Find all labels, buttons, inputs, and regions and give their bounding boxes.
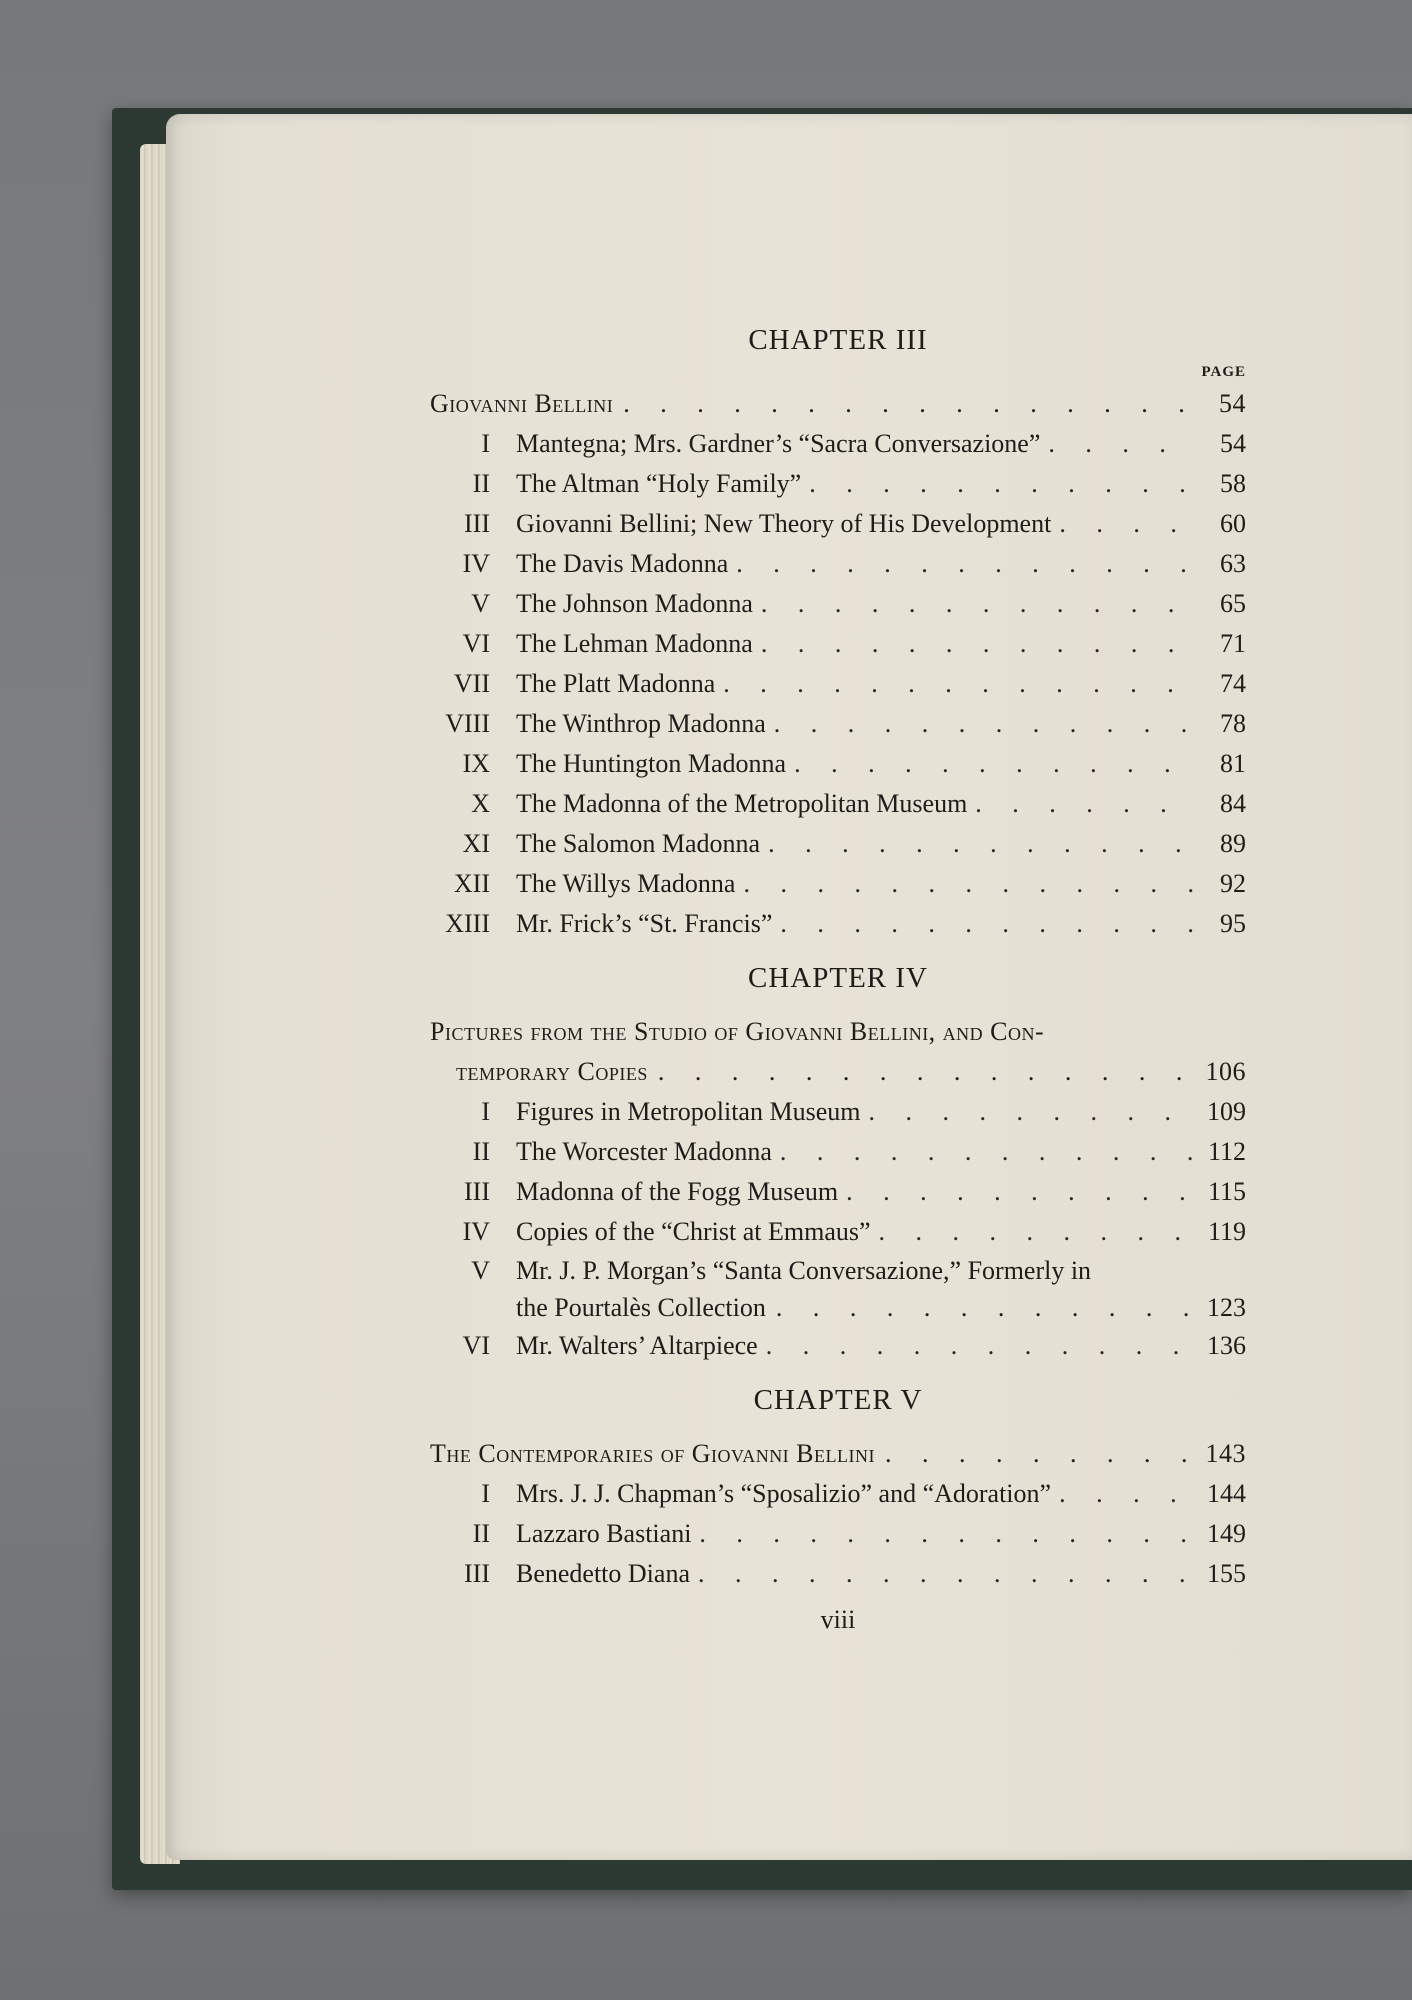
dot-leader [648,1052,1196,1092]
entry-page: 60 [1220,509,1246,538]
dot-leader [838,1172,1196,1212]
entry-page: 119 [1207,1217,1246,1246]
dot-leader [758,1326,1196,1366]
entry-title: Copies of the “Christ at Emmaus” [516,1217,871,1246]
toc-entry [430,1514,1246,1554]
dot-leader [801,464,1196,504]
toc-entry [430,1212,1246,1252]
entry-title: The Winthrop Madonna [516,709,766,738]
dot-leader [772,904,1196,944]
entry-title: The Davis Madonna [516,549,729,578]
entry-number: IX [462,749,490,778]
entry-title: Mr. Walters’ Altarpiece [516,1331,758,1360]
dot-leader [860,1092,1196,1132]
section-title-line2: temporary Copies [456,1057,648,1086]
entry-title: Mrs. J. J. Chapman’s “Sposalizio” and “Adoration” [516,1479,1052,1508]
toc-entry [430,1092,1246,1132]
chapter-4-section [430,1052,1246,1092]
entry-page: 58 [1220,469,1246,498]
entry-title-line1: Mr. J. P. Morgan’s “Santa Conversazione,” Formerly in [516,1256,1092,1285]
entry-title: The Johnson Madonna [516,589,753,618]
dot-leader [772,1132,1196,1172]
dot-leader [871,1212,1196,1252]
entry-number: VII [453,669,490,698]
dot-leader [728,544,1196,584]
entry-title: The Worcester Madonna [516,1137,772,1166]
entry-number: VIII [445,709,490,738]
entry-title: Giovanni Bellini; New Theory of His Development [516,509,1052,538]
toc-entry [430,1474,1246,1514]
dot-leader [875,1434,1196,1474]
entry-title: The Altman “Holy Family” [516,469,802,498]
dot-leader [760,824,1196,864]
chapter-3-heading: CHAPTER III [748,324,928,356]
entry-number: V [471,1256,490,1285]
entry-page: 144 [1207,1479,1246,1508]
dot-leader [691,1514,1196,1554]
toc-entry [430,624,1246,664]
entry-page: 89 [1220,829,1246,858]
entry-page: 71 [1220,629,1246,658]
toc-entry [430,744,1246,784]
dot-leader [1051,504,1196,544]
entry-page: 95 [1220,909,1246,938]
entry-page: 81 [1220,749,1246,778]
toc-entry [430,1554,1246,1594]
toc-entry [430,864,1246,904]
dot-leader [753,624,1196,664]
toc-entry [430,704,1246,744]
entry-number: III [464,509,490,538]
chapter-5-section [430,1434,1246,1474]
entry-title: The Salomon Madonna [516,829,761,858]
entry-number: III [464,1177,490,1206]
dot-leader [766,1290,1196,1326]
entry-title: Madonna of the Fogg Museum [516,1177,839,1206]
dot-leader [1040,424,1196,464]
dot-leader [735,864,1196,904]
entry-number: III [464,1559,490,1588]
entry-title: Benedetto Diana [516,1559,690,1588]
dot-leader [1051,1474,1196,1514]
toc-entry [430,544,1246,584]
entry-number: X [471,789,490,818]
entry-title-line2: the Pourtalès Collection [516,1293,766,1322]
toc-entry [430,784,1246,824]
chapter-5-heading: CHAPTER V [753,1384,923,1416]
toc-entry [430,824,1246,864]
entry-page: 155 [1207,1559,1246,1588]
chapter-3-section [430,384,1246,424]
entry-number: I [481,1479,490,1508]
entry-page: 84 [1220,789,1246,818]
section-page: 106 [1205,1057,1246,1086]
page-column-label: PAGE [1201,364,1246,380]
entry-page: 123 [1207,1293,1246,1322]
toc-entry [430,664,1246,704]
entry-page: 112 [1207,1137,1246,1166]
entry-title: Lazzaro Bastiani [516,1519,692,1548]
entry-number: II [472,1519,490,1548]
section-page: 54 [1219,389,1246,418]
toc-entry [430,504,1246,544]
entry-page: 65 [1220,589,1246,618]
entry-number: V [471,589,490,618]
entry-number: I [481,1097,490,1126]
entry-page: 54 [1220,429,1246,458]
entry-number: XIII [445,909,490,938]
chapter-4-heading: CHAPTER IV [748,962,928,994]
entry-page: 63 [1220,549,1246,578]
dot-leader [715,664,1196,704]
entry-page: 136 [1207,1331,1246,1360]
dot-leader [766,704,1196,744]
entry-number: IV [462,549,490,578]
dot-leader [753,584,1196,624]
entry-page: 92 [1220,869,1246,898]
entry-page: 109 [1207,1097,1246,1126]
entry-number: I [481,429,490,458]
table-of-contents [430,320,1246,1638]
entry-number: VI [462,1331,490,1360]
chapter-5-entries [430,1474,1246,1594]
entry-number: II [472,469,490,498]
section-page: 143 [1205,1439,1246,1468]
section-title: Giovanni Bellini [430,389,614,418]
page-folio: viii [820,1605,856,1634]
dot-leader [967,784,1196,824]
toc-entry [430,584,1246,624]
entry-number: XII [453,869,490,898]
entry-title: Mr. Frick’s “St. Francis” [516,909,773,938]
toc-entry [430,1132,1246,1172]
dot-leader [786,744,1196,784]
section-title: The Contemporaries of Giovanni Bellini [430,1439,875,1468]
entry-title: The Willys Madonna [516,869,736,898]
dot-leader [613,384,1196,424]
entry-page: 115 [1207,1177,1246,1206]
toc-entry [430,904,1246,944]
chapter-4-section-line1: Pictures from the Studio of Giovanni Bellini, and Con- [430,1017,1045,1046]
toc-entry [430,1326,1246,1366]
entry-page: 149 [1207,1519,1246,1548]
entry-title: Figures in Metropolitan Museum [516,1097,861,1126]
entry-page: 74 [1220,669,1246,698]
toc-entry [430,464,1246,504]
entry-title: The Madonna of the Metropolitan Museum [516,789,968,818]
entry-page: 78 [1220,709,1246,738]
dot-leader [690,1554,1196,1594]
toc-entry [430,424,1246,464]
entry-title: The Platt Madonna [516,669,716,698]
chapter-4-entries [430,1092,1246,1252]
toc-entry [430,1252,1246,1326]
entry-title: The Lehman Madonna [516,629,753,658]
entry-number: VI [462,629,490,658]
chapter-3-entries [430,424,1246,944]
entry-number: IV [462,1217,490,1246]
entry-title: The Huntington Madonna [516,749,787,778]
entry-title: Mantegna; Mrs. Gardner’s “Sacra Conversazione” [516,429,1041,458]
toc-entry [430,1172,1246,1212]
entry-number: XI [462,829,490,858]
entry-number: II [472,1137,490,1166]
